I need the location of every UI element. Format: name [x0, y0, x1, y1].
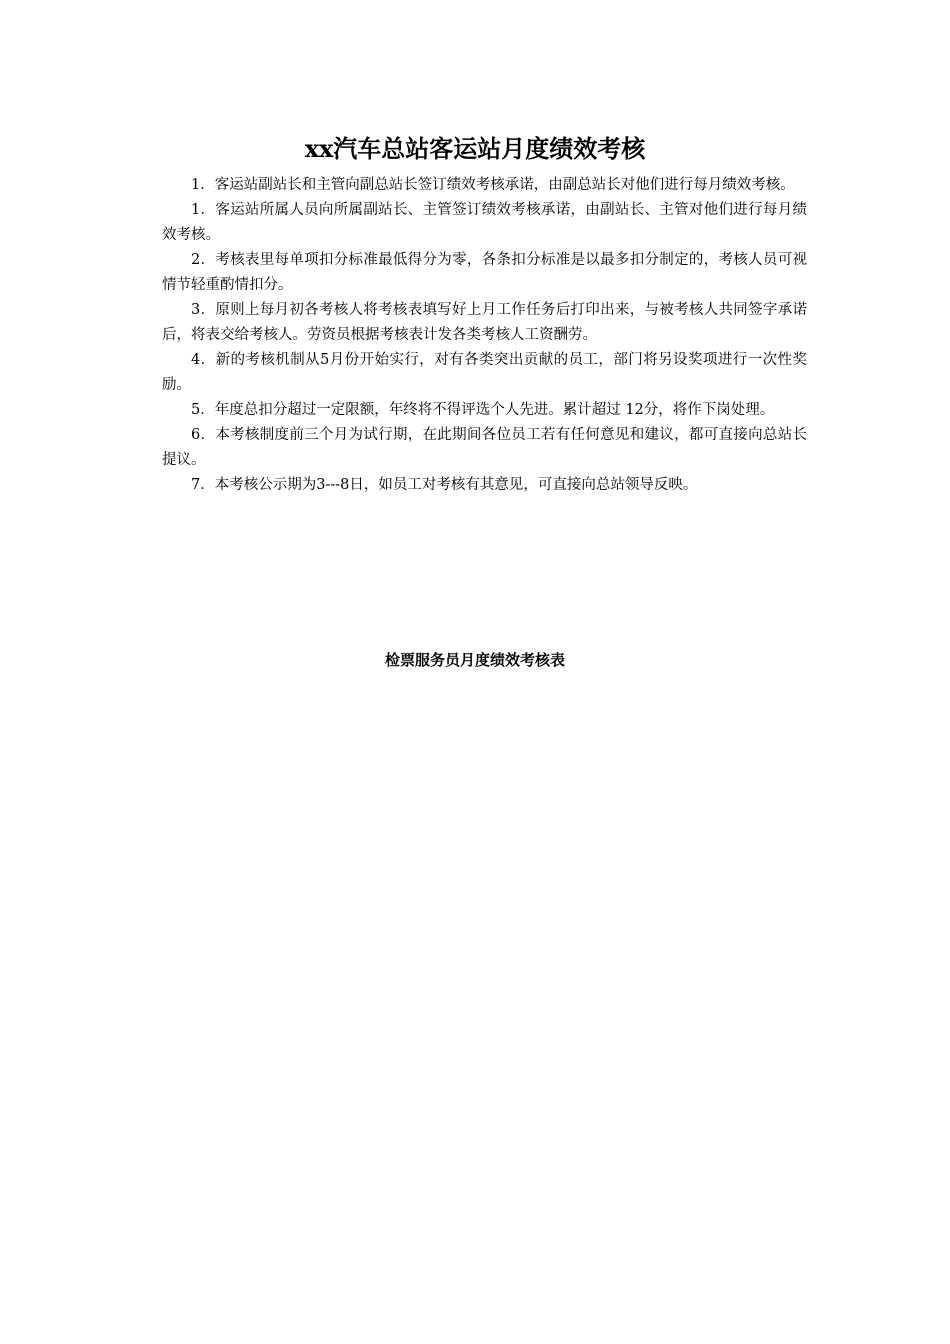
- rule-paragraph: 4．新的考核机制从5月份开始实行，对有各类突出贡献的员工，部门将另设奖项进行一次性奖励。: [162, 352, 807, 393]
- rule-paragraph: 3．原则上每月初各考核人将考核表填写好上月工作任务后打印出来，与被考核人共同签字承诺后，将表交给考核人。劳资员根据考核表计发各类考核人工资酬劳。: [162, 302, 807, 343]
- rule-paragraph: 7．本考核公示期为3---8日，如员工对考核有其意见，可直接向总站领导反映。: [191, 477, 698, 493]
- rule-paragraph: 1．客运站所属人员向所属副站长、主管签订绩效考核承诺，由副站长、主管对他们进行每月绩效考核。: [162, 202, 807, 243]
- document-title: xx汽车总站客运站月度绩效考核: [304, 134, 646, 163]
- rules-body: [162, 173, 807, 498]
- rule-paragraph: 1．客运站副站长和主管向副总站长签订绩效考核承诺，由副总站长对他们进行每月绩效考核。: [191, 177, 795, 193]
- rule-paragraph: 6．本考核制度前三个月为试行期，在此期间各位员工若有任何意见和建议，都可直接向总站长提议。: [162, 427, 807, 468]
- rule-paragraph: 2．考核表里每单项扣分标准最低得分为零，各条扣分标准是以最多扣分制定的，考核人员可视情节轻重酌情扣分。: [162, 252, 807, 293]
- rule-paragraph: 5．年度总扣分超过一定限额，年终将不得评选个人先进。累计超过 12分，将作下岗处理。: [191, 402, 775, 418]
- section-title: 检票服务员月度绩效考核表: [384, 651, 565, 669]
